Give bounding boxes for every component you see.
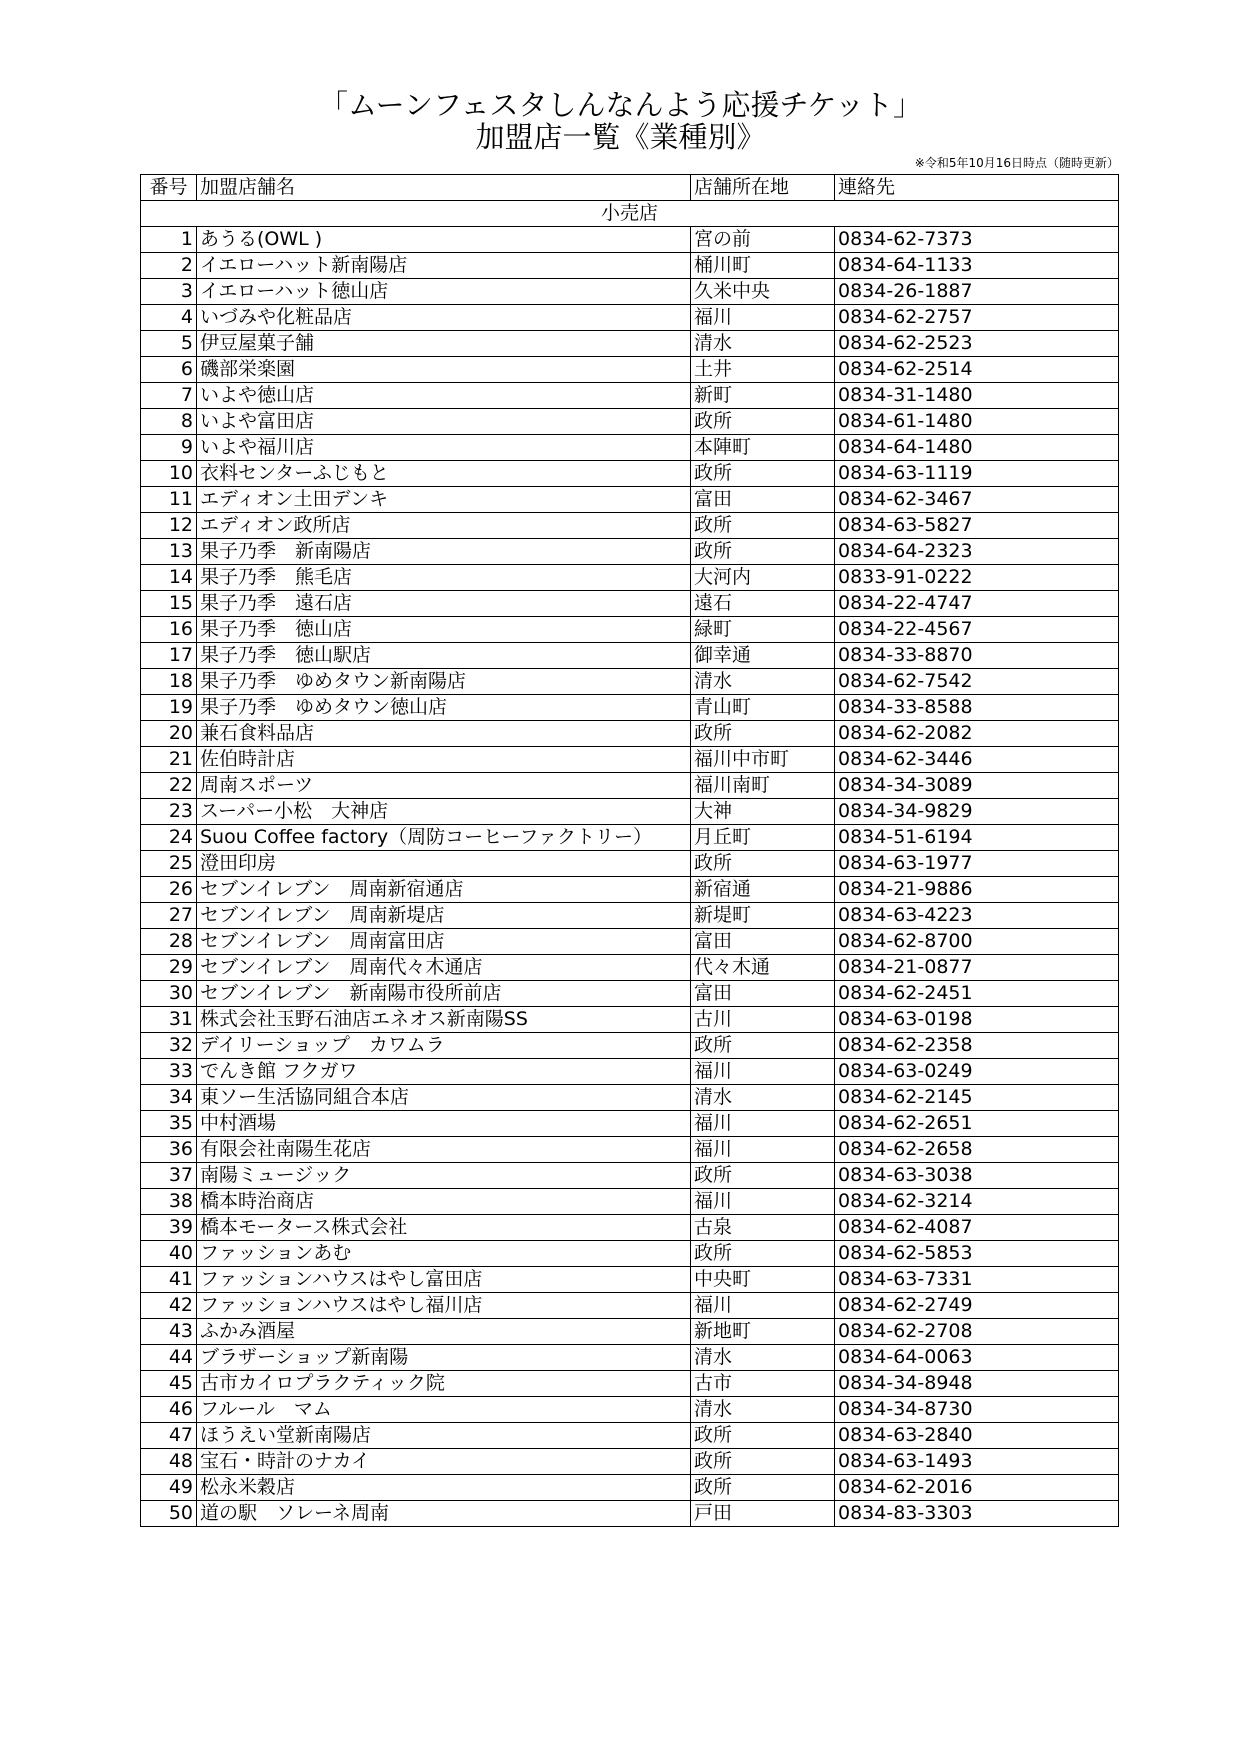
table-row [141,1241,1119,1267]
row-number: 9 [141,435,197,461]
row-number: 21 [141,747,197,773]
table-row [141,1033,1119,1059]
table-row [141,565,1119,591]
store-name: セブンイレブン 周南富田店 [197,929,691,955]
table-row [141,721,1119,747]
store-name: 周南スポーツ [197,773,691,799]
store-contact: 0834-62-2757 [835,305,1119,331]
category-label: 小売店 [141,201,1119,227]
store-contact: 0834-26-1887 [835,279,1119,305]
table-row [141,1059,1119,1085]
store-location: 政所 [691,461,835,487]
store-name: 宝石・時計のナカイ [197,1449,691,1475]
store-location: 古泉 [691,1215,835,1241]
store-name: でんき館 フクガワ [197,1059,691,1085]
store-contact: 0834-33-8870 [835,643,1119,669]
store-name: 有限会社南陽生花店 [197,1137,691,1163]
row-number: 12 [141,513,197,539]
store-name: 古市カイロプラクティック院 [197,1371,691,1397]
store-location: 政所 [691,1033,835,1059]
row-number: 38 [141,1189,197,1215]
store-location: 清水 [691,669,835,695]
store-contact: 0834-64-1480 [835,435,1119,461]
store-location: 古市 [691,1371,835,1397]
store-contact: 0834-62-2145 [835,1085,1119,1111]
row-number: 32 [141,1033,197,1059]
store-contact: 0834-21-0877 [835,955,1119,981]
store-name: デイリーショップ カワムラ [197,1033,691,1059]
row-number: 14 [141,565,197,591]
row-number: 20 [141,721,197,747]
row-number: 37 [141,1163,197,1189]
row-number: 44 [141,1345,197,1371]
store-name: イエローハット新南陽店 [197,253,691,279]
store-location: 大神 [691,799,835,825]
table-row [141,253,1119,279]
store-name: 果子乃季 徳山駅店 [197,643,691,669]
row-number: 4 [141,305,197,331]
table-row [141,357,1119,383]
store-contact: 0834-63-4223 [835,903,1119,929]
store-contact: 0834-34-3089 [835,773,1119,799]
store-location: 富田 [691,981,835,1007]
table-row [141,1345,1119,1371]
store-name: 中村酒場 [197,1111,691,1137]
store-location: 政所 [691,1163,835,1189]
store-contact: 0834-62-8700 [835,929,1119,955]
row-number: 39 [141,1215,197,1241]
store-contact: 0834-62-7542 [835,669,1119,695]
row-number: 7 [141,383,197,409]
store-name: いよや徳山店 [197,383,691,409]
store-name: 澄田印房 [197,851,691,877]
store-name: セブンイレブン 新南陽市役所前店 [197,981,691,1007]
store-contact: 0834-62-2082 [835,721,1119,747]
store-name: いよや福川店 [197,435,691,461]
store-contact: 0834-62-2514 [835,357,1119,383]
store-name: あうる(OWL ) [197,227,691,253]
table-row [141,903,1119,929]
store-name: いづみや化粧品店 [197,305,691,331]
store-location: 桶川町 [691,253,835,279]
store-name: 果子乃季 遠石店 [197,591,691,617]
store-contact: 0834-62-2016 [835,1475,1119,1501]
table-row [141,1111,1119,1137]
store-location: 久米中央 [691,279,835,305]
table-row [141,1085,1119,1111]
row-number: 11 [141,487,197,513]
store-name: 果子乃季 徳山店 [197,617,691,643]
store-location: 政所 [691,1423,835,1449]
store-contact: 0834-63-0198 [835,1007,1119,1033]
row-number: 3 [141,279,197,305]
store-name: 衣料センターふじもと [197,461,691,487]
table-row [141,383,1119,409]
store-contact: 0834-64-1133 [835,253,1119,279]
row-number: 6 [141,357,197,383]
store-name: ふかみ酒屋 [197,1319,691,1345]
store-location: 新堤町 [691,903,835,929]
row-number: 19 [141,695,197,721]
store-name: ほうえい堂新南陽店 [197,1423,691,1449]
store-location: 福川 [691,305,835,331]
store-name: イエローハット徳山店 [197,279,691,305]
table-row [141,955,1119,981]
store-name: 果子乃季 熊毛店 [197,565,691,591]
table-row [141,1423,1119,1449]
store-name: 兼石食料品店 [197,721,691,747]
store-contact: 0834-62-2523 [835,331,1119,357]
store-name: セブンイレブン 周南新堤店 [197,903,691,929]
row-number: 46 [141,1397,197,1423]
table-row [141,305,1119,331]
table-row [141,695,1119,721]
table-row [141,669,1119,695]
table-row [141,435,1119,461]
store-contact: 0834-62-2451 [835,981,1119,1007]
row-number: 25 [141,851,197,877]
row-number: 34 [141,1085,197,1111]
store-location: 土井 [691,357,835,383]
store-location: 福川南町 [691,773,835,799]
table-row [141,331,1119,357]
header-contact: 連絡先 [835,175,1119,201]
store-location: 月丘町 [691,825,835,851]
store-contact: 0834-21-9886 [835,877,1119,903]
store-contact: 0834-62-2658 [835,1137,1119,1163]
store-contact: 0834-33-8588 [835,695,1119,721]
table-row [141,487,1119,513]
store-name: 東ソー生活協同組合本店 [197,1085,691,1111]
store-location: 清水 [691,1345,835,1371]
row-number: 24 [141,825,197,851]
row-number: 10 [141,461,197,487]
row-number: 49 [141,1475,197,1501]
table-row [141,409,1119,435]
store-contact: 0834-62-3446 [835,747,1119,773]
store-contact: 0834-62-2708 [835,1319,1119,1345]
store-name: 道の駅 ソレーネ周南 [197,1501,691,1527]
store-location: 政所 [691,513,835,539]
store-contact: 0834-63-3038 [835,1163,1119,1189]
table-row [141,1189,1119,1215]
store-location: 福川 [691,1293,835,1319]
store-name: セブンイレブン 周南新宿通店 [197,877,691,903]
store-location: 緑町 [691,617,835,643]
table-row [141,1007,1119,1033]
row-number: 1 [141,227,197,253]
table-row [141,1293,1119,1319]
row-number: 36 [141,1137,197,1163]
row-number: 26 [141,877,197,903]
store-contact: 0834-64-2323 [835,539,1119,565]
store-contact: 0834-63-5827 [835,513,1119,539]
store-contact: 0834-51-6194 [835,825,1119,851]
store-contact: 0834-62-2749 [835,1293,1119,1319]
table-row [141,929,1119,955]
row-number: 13 [141,539,197,565]
store-name: 松永米穀店 [197,1475,691,1501]
table-row [141,279,1119,305]
document-title-line2: 加盟店一覧《業種別》 [475,120,766,154]
store-name: 橋本モータース株式会社 [197,1215,691,1241]
store-location: 戸田 [691,1501,835,1527]
store-contact: 0834-63-7331 [835,1267,1119,1293]
row-number: 28 [141,929,197,955]
store-name: セブンイレブン 周南代々木通店 [197,955,691,981]
table-row [141,747,1119,773]
table-row [141,851,1119,877]
store-contact: 0834-61-1480 [835,409,1119,435]
store-location: 政所 [691,1449,835,1475]
store-location: 古川 [691,1007,835,1033]
store-location: 福川 [691,1137,835,1163]
store-name: ブラザーショップ新南陽 [197,1345,691,1371]
store-name: 果子乃季 ゆめタウン徳山店 [197,695,691,721]
row-number: 31 [141,1007,197,1033]
document-title-line1: 「ムーンフェスタしんなんよう応援チケット」 [319,88,922,122]
header-name: 加盟店舗名 [197,175,691,201]
table-row [141,981,1119,1007]
table-row [141,825,1119,851]
row-number: 5 [141,331,197,357]
store-contact: 0834-34-9829 [835,799,1119,825]
row-number: 8 [141,409,197,435]
row-number: 17 [141,643,197,669]
store-name: スーパー小松 大神店 [197,799,691,825]
store-contact: 0834-64-0063 [835,1345,1119,1371]
store-name: 果子乃季 ゆめタウン新南陽店 [197,669,691,695]
store-location: 中央町 [691,1267,835,1293]
store-contact: 0834-62-2651 [835,1111,1119,1137]
store-name: 橋本時治商店 [197,1189,691,1215]
row-number: 40 [141,1241,197,1267]
store-location: 福川 [691,1111,835,1137]
store-location: 政所 [691,409,835,435]
store-location: 青山町 [691,695,835,721]
table-row [141,1397,1119,1423]
header-location: 店舗所在地 [691,175,835,201]
table-row [141,617,1119,643]
store-name: エディオン土田デンキ [197,487,691,513]
row-number: 50 [141,1501,197,1527]
store-contact: 0834-62-7373 [835,227,1119,253]
store-location: 遠石 [691,591,835,617]
table-row [141,1137,1119,1163]
row-number: 43 [141,1319,197,1345]
row-number: 27 [141,903,197,929]
store-name: ファッションハウスはやし富田店 [197,1267,691,1293]
table-row [141,1215,1119,1241]
store-location: 大河内 [691,565,835,591]
store-location: 福川中市町 [691,747,835,773]
table-row [141,513,1119,539]
table-row [141,643,1119,669]
row-number: 41 [141,1267,197,1293]
table-row [141,1501,1119,1527]
store-name: 果子乃季 新南陽店 [197,539,691,565]
store-contact: 0834-34-8948 [835,1371,1119,1397]
store-location: 新町 [691,383,835,409]
store-contact: 0834-63-1493 [835,1449,1119,1475]
table-row [141,461,1119,487]
store-location: 政所 [691,851,835,877]
store-contact: 0834-22-4567 [835,617,1119,643]
store-name: 株式会社玉野石油店エネオス新南陽SS [197,1007,691,1033]
row-number: 35 [141,1111,197,1137]
table-row [141,1163,1119,1189]
row-number: 16 [141,617,197,643]
store-location: 宮の前 [691,227,835,253]
store-location: 本陣町 [691,435,835,461]
store-location: 代々木通 [691,955,835,981]
header-no: 番号 [141,175,197,201]
row-number: 33 [141,1059,197,1085]
table-row [141,227,1119,253]
store-name: いよや富田店 [197,409,691,435]
store-contact: 0834-62-4087 [835,1215,1119,1241]
table-row [141,1371,1119,1397]
store-name: フルール マム [197,1397,691,1423]
category-row [141,201,1119,227]
row-number: 42 [141,1293,197,1319]
table-row [141,799,1119,825]
store-contact: 0834-63-2840 [835,1423,1119,1449]
store-name: 伊豆屋菓子舗 [197,331,691,357]
store-location: 政所 [691,539,835,565]
store-name: ファッションあむ [197,1241,691,1267]
store-location: 清水 [691,331,835,357]
store-location: 政所 [691,1475,835,1501]
store-contact: 0834-62-3467 [835,487,1119,513]
store-location: 福川 [691,1059,835,1085]
store-contact: 0834-63-1977 [835,851,1119,877]
store-contact: 0834-31-1480 [835,383,1119,409]
store-name: エディオン政所店 [197,513,691,539]
member-store-table [140,174,1119,1527]
store-location: 御幸通 [691,643,835,669]
store-location: 新地町 [691,1319,835,1345]
row-number: 18 [141,669,197,695]
table-row [141,1475,1119,1501]
row-number: 15 [141,591,197,617]
row-number: 45 [141,1371,197,1397]
row-number: 23 [141,799,197,825]
row-number: 47 [141,1423,197,1449]
row-number: 48 [141,1449,197,1475]
store-location: 清水 [691,1397,835,1423]
store-name: 南陽ミュージック [197,1163,691,1189]
store-location: 新宿通 [691,877,835,903]
table-row [141,1267,1119,1293]
store-contact: 0834-22-4747 [835,591,1119,617]
table-row [141,591,1119,617]
table-row [141,773,1119,799]
update-note: ※令和5年10月16日時点（随時更新） [914,156,1119,170]
store-location: 政所 [691,1241,835,1267]
store-location: 富田 [691,487,835,513]
store-name: 磯部栄楽園 [197,357,691,383]
table-row [141,1449,1119,1475]
row-number: 22 [141,773,197,799]
row-number: 2 [141,253,197,279]
store-contact: 0834-83-3303 [835,1501,1119,1527]
store-contact: 0834-34-8730 [835,1397,1119,1423]
store-name: ファッションハウスはやし福川店 [197,1293,691,1319]
store-contact: 0834-63-0249 [835,1059,1119,1085]
table-row [141,539,1119,565]
header-row [141,175,1119,201]
row-number: 30 [141,981,197,1007]
store-contact: 0834-63-1119 [835,461,1119,487]
row-number: 29 [141,955,197,981]
table-row [141,877,1119,903]
store-name: Suou Coffee factory（周防コーヒーファクトリー） [197,825,691,851]
store-contact: 0834-62-5853 [835,1241,1119,1267]
store-contact: 0833-91-0222 [835,565,1119,591]
store-contact: 0834-62-2358 [835,1033,1119,1059]
store-location: 福川 [691,1189,835,1215]
store-location: 政所 [691,721,835,747]
store-location: 富田 [691,929,835,955]
store-name: 佐伯時計店 [197,747,691,773]
table-row [141,1319,1119,1345]
store-location: 清水 [691,1085,835,1111]
store-contact: 0834-62-3214 [835,1189,1119,1215]
